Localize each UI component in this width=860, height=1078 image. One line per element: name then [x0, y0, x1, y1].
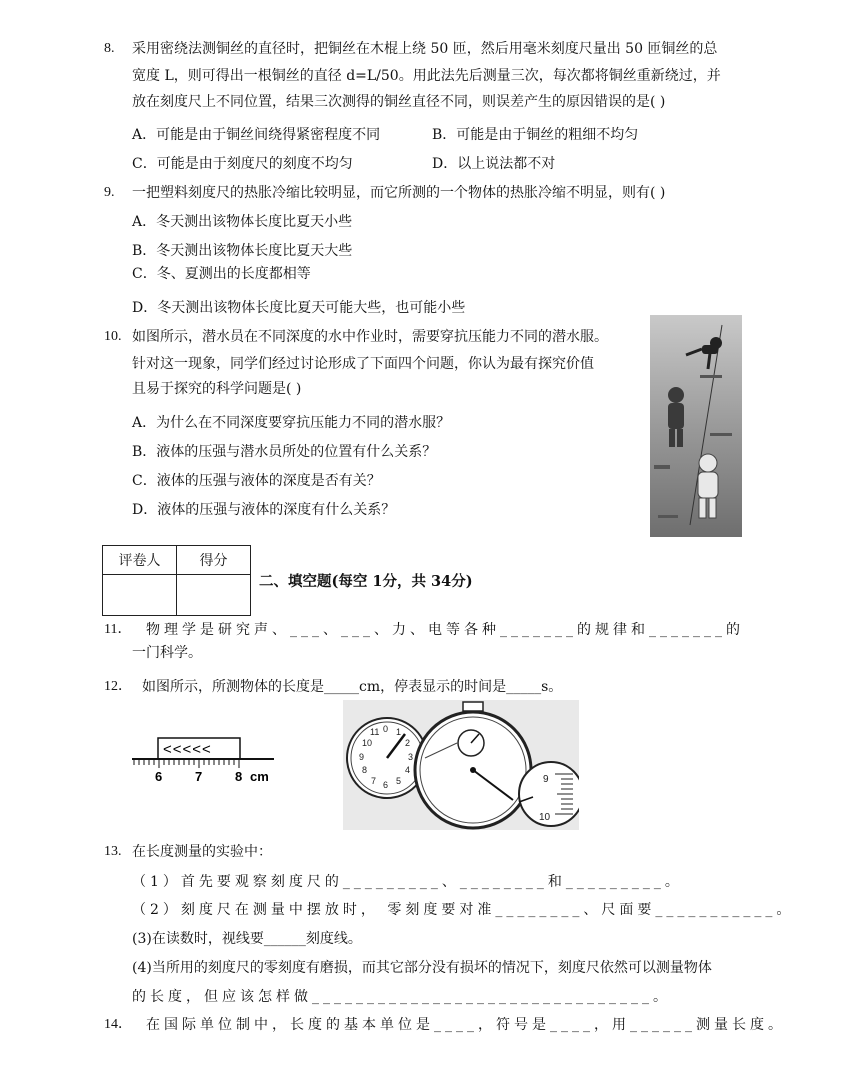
svg-text:3: 3: [408, 752, 414, 762]
q13-sub3: (3)在读数时，视线要______刻度线。: [132, 931, 362, 947]
q9-option-d: D．冬天测出该物体长度比夏天可能大些，也可能小些: [132, 300, 466, 316]
ruler-unit: cm: [250, 769, 269, 784]
q9-option-b: B．冬天测出该物体长度比夏天大些: [132, 243, 353, 259]
q9-number: 9.: [104, 185, 115, 200]
q11-stem-line2: 一门科学。: [132, 645, 202, 661]
q9-stem: 一把塑料刻度尺的热胀冷缩比较明显，而它所测的一个物体的热胀冷缩不明显，则有( ): [132, 185, 666, 201]
svg-text:6: 6: [383, 780, 389, 790]
q8-option-c: C．可能是由于刻度尺的刻度不均匀: [132, 156, 353, 172]
svg-text:7: 7: [371, 776, 377, 786]
score-cell[interactable]: [177, 575, 251, 616]
svg-text:1: 1: [396, 727, 402, 737]
ruler-mark-7: 7: [195, 769, 203, 784]
q13-number: 13.: [104, 844, 122, 859]
svg-text:8: 8: [362, 765, 368, 775]
q13-sub1: （1）首先要观察刻度尺的_________、________和_________。: [132, 874, 683, 890]
q13-sub4-line2: 的长度，但应该怎样做_______________________________。: [132, 989, 671, 1005]
ruler-figure: [130, 735, 276, 785]
q14-stem: 在国际单位制中，长度的基本单位是____，符号是____，用______测量长度。: [146, 1017, 786, 1033]
q8-option-a: A．可能是由于铜丝间绕得紧密程度不同: [132, 127, 381, 143]
q14-number: 14．: [104, 1017, 132, 1032]
q8-number: 8.: [104, 41, 115, 56]
q10-number: 10.: [104, 329, 122, 344]
score-table: [102, 545, 251, 616]
svg-text:9: 9: [359, 752, 365, 762]
stopwatch-figure: [343, 700, 579, 830]
q8-stem-line1: 采用密绕法测铜丝的直径时，把铜丝在木棍上绕 50 匝，然后用毫米刻度尺量出 50 匝铜丝的总: [132, 41, 718, 57]
q10-option-a: A．为什么在不同深度要穿抗压能力不同的潜水服？: [132, 415, 451, 431]
q10-stem-line2: 针对这一现象，同学们经过讨论形成了下面四个问题，你认为最有探究价值: [132, 356, 594, 372]
svg-text:5: 5: [396, 776, 402, 786]
ruler-mark-6: 6: [155, 769, 163, 784]
diver-figure-image: [650, 315, 742, 537]
q8-option-b: B．可能是由于铜丝的粗细不均匀: [432, 127, 639, 143]
q11-stem-line1: 物理学是研究声、___、___、力、电等各种_______的规律和_______的: [146, 622, 744, 638]
svg-text:10: 10: [362, 738, 373, 748]
section2-title: 二、填空题(每空 1分，共 34分): [259, 573, 473, 590]
q10-option-b: B．液体的压强与潜水员所处的位置有什么关系？: [132, 444, 437, 460]
q9-option-a: A．冬天测出该物体长度比夏天小些: [132, 214, 353, 230]
measured-object-arrows: <<<<<: [163, 741, 212, 758]
grader-cell[interactable]: [103, 575, 177, 616]
q10-stem-line3: 且易于探究的科学问题是( ): [132, 381, 302, 397]
q10-option-c: C．液体的压强与液体的深度是否有关？: [132, 473, 381, 489]
q13-sub4: (4)当所用的刻度尺的零刻度有磨损，而其它部分没有损坏的情况下，刻度尺依然可以测量物体: [132, 960, 712, 976]
q8-stem-line3: 放在刻度尺上不同位置，结果三次测得的铜丝直径不同，则误差产生的原因错误的是( ): [132, 94, 666, 110]
q12-stem: 如图所示，所测物体的长度是_____cm，停表显示的时间是_____s。: [142, 679, 563, 695]
svg-text:2: 2: [405, 738, 411, 748]
grader-header: 评卷人: [103, 546, 177, 575]
q11-number: 11．: [104, 622, 132, 637]
svg-text:4: 4: [405, 765, 411, 775]
q8-option-d: D．以上说法都不对: [432, 156, 556, 172]
q13-stem: 在长度测量的实验中：: [132, 844, 272, 860]
q10-option-d: D．液体的压强与液体的深度有什么关系？: [132, 502, 396, 518]
q12-number: 12．: [104, 679, 132, 694]
svg-text:0: 0: [383, 724, 389, 734]
svg-text:10: 10: [539, 812, 551, 823]
q8-stem-line2: 宽度 L，则可得出一根铜丝的直径 d=L/50。用此法先后测量三次，每次都将铜丝重新绕过，并: [132, 68, 721, 84]
q9-option-c: C．冬、夏测出的长度都相等: [132, 266, 311, 282]
ruler-mark-8: 8: [235, 769, 243, 784]
score-header: 得分: [177, 546, 251, 575]
q13-sub2: （2）刻度尺在测量中摆放时， 零刻度要对准________、尺面要___________。: [132, 902, 795, 918]
q10-stem-line1: 如图所示，潜水员在不同深度的水中作业时，需要穿抗压能力不同的潜水服。: [132, 329, 608, 345]
svg-text:9: 9: [543, 774, 549, 785]
svg-text:11: 11: [370, 727, 380, 737]
